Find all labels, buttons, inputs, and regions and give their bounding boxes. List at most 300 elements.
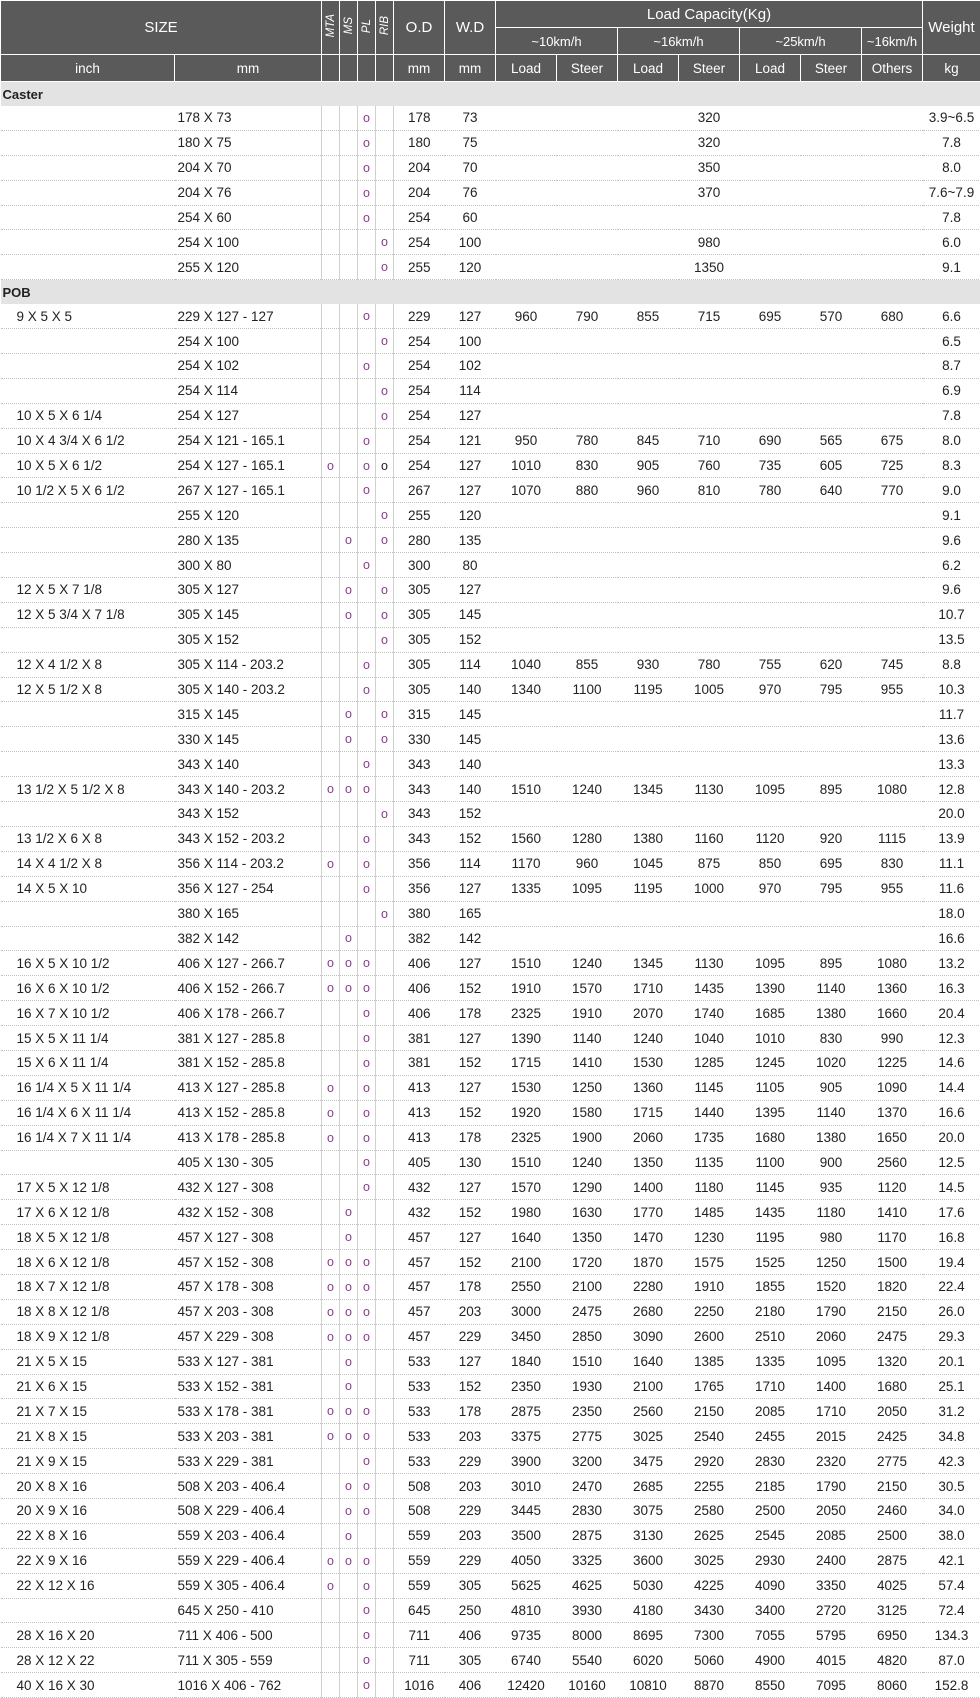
weight-cell: 10.7	[923, 602, 980, 627]
steer-16-cell	[679, 752, 740, 777]
load-16-cell: 2060	[618, 1125, 679, 1150]
ms-mark	[340, 652, 358, 677]
load-16-cell: 1195	[618, 677, 679, 702]
mta-mark	[322, 1673, 340, 1698]
ms-mark	[340, 378, 358, 403]
load-25-cell: 8550	[740, 1673, 801, 1698]
table-row	[1, 602, 980, 627]
load-10-cell	[496, 702, 557, 727]
table-row	[1, 1498, 980, 1523]
load-25-cell: 1525	[740, 1250, 801, 1275]
rib-mark	[376, 1050, 394, 1075]
inch-cell: 18 X 8 X 12 1/8	[1, 1299, 175, 1324]
rib-mark: o	[376, 255, 394, 280]
others-16-cell	[862, 180, 923, 205]
steer-10-cell: 1910	[557, 1001, 618, 1026]
rib-mark	[376, 553, 394, 578]
mm-cell: 508 X 229 - 406.4	[175, 1498, 322, 1523]
od-cell: 533	[394, 1374, 445, 1399]
mta-mark	[322, 1200, 340, 1225]
load-16-cell: 2680	[618, 1299, 679, 1324]
inch-cell: 21 X 7 X 15	[1, 1399, 175, 1424]
steer-25-cell: 4015	[801, 1648, 862, 1673]
load-25-cell: 1195	[740, 1225, 801, 1250]
ms-mark	[340, 1075, 358, 1100]
load-16-cell	[618, 205, 679, 230]
others-16-cell: 955	[862, 876, 923, 901]
steer-16-cell	[679, 602, 740, 627]
steer-10-cell: 1410	[557, 1050, 618, 1075]
od-cell: 343	[394, 777, 445, 802]
od-cell: 300	[394, 553, 445, 578]
od-cell: 254	[394, 378, 445, 403]
steer-25-cell: 695	[801, 851, 862, 876]
weight-cell: 9.1	[923, 503, 980, 528]
ms-mark: o	[340, 727, 358, 752]
rib-mark: o	[376, 727, 394, 752]
steer-10-cell: 1900	[557, 1125, 618, 1150]
steer-10-cell: 960	[557, 851, 618, 876]
mta-mark	[322, 1374, 340, 1399]
steer-header: Steer	[801, 55, 862, 82]
steer-16-cell: 350	[679, 155, 740, 180]
pl-mark: o	[358, 1623, 376, 1648]
weight-cell: 17.6	[923, 1200, 980, 1225]
steer-header: Steer	[679, 55, 740, 82]
mta-mark	[322, 1026, 340, 1051]
mm-cell: 406 X 152 - 266.7	[175, 976, 322, 1001]
load-10-cell: 1715	[496, 1050, 557, 1075]
rib-mark	[376, 205, 394, 230]
load-25-cell	[740, 255, 801, 280]
others-16-cell	[862, 329, 923, 354]
steer-10-cell	[557, 205, 618, 230]
load-16-cell	[618, 155, 679, 180]
ms-mark	[340, 826, 358, 851]
mta-mark: o	[322, 851, 340, 876]
table-row	[1, 777, 980, 802]
steer-10-cell: 830	[557, 453, 618, 478]
section-header	[1, 280, 980, 305]
inch-cell: 10 1/2 X 5 X 6 1/2	[1, 478, 175, 503]
others-16-cell: 2475	[862, 1324, 923, 1349]
table-row	[1, 578, 980, 603]
table-row	[1, 1100, 980, 1125]
load-10-cell	[496, 752, 557, 777]
wd-cell: 114	[445, 652, 496, 677]
pl-mark: o	[358, 677, 376, 702]
load-16-cell: 1240	[618, 1026, 679, 1051]
load-16-cell	[618, 354, 679, 379]
od-cell: 405	[394, 1150, 445, 1175]
pl-mark	[358, 1374, 376, 1399]
wd-cell: 178	[445, 1001, 496, 1026]
steer-16-cell: 2255	[679, 1474, 740, 1499]
weight-cell: 152.8	[923, 1673, 980, 1698]
steer-25-cell	[801, 106, 862, 130]
steer-16-cell: 2580	[679, 1498, 740, 1523]
load-16-cell: 1870	[618, 1250, 679, 1275]
others-16-cell	[862, 528, 923, 553]
load-25-cell: 1685	[740, 1001, 801, 1026]
steer-25-cell: 830	[801, 1026, 862, 1051]
weight-cell: 22.4	[923, 1274, 980, 1299]
load-10-cell: 1570	[496, 1175, 557, 1200]
wd-cell: 140	[445, 777, 496, 802]
ms-mark	[340, 1125, 358, 1150]
mm-cell: 382 X 142	[175, 926, 322, 951]
pl-mark: o	[358, 1075, 376, 1100]
load-10-cell: 2550	[496, 1274, 557, 1299]
rib-mark: o	[376, 230, 394, 255]
mm-cell: 254 X 127 - 165.1	[175, 453, 322, 478]
pl-mark: o	[358, 876, 376, 901]
load-25-cell: 1105	[740, 1075, 801, 1100]
steer-10-cell: 1140	[557, 1026, 618, 1051]
steer-16-cell: 8870	[679, 1673, 740, 1698]
od-cell: 413	[394, 1100, 445, 1125]
steer-16-cell: 4225	[679, 1573, 740, 1598]
others-16-cell	[862, 106, 923, 130]
ms-mark: o	[340, 528, 358, 553]
pl-header: PL	[358, 1, 376, 55]
od-cell: 457	[394, 1299, 445, 1324]
rib-mark	[376, 1001, 394, 1026]
od-cell: 178	[394, 106, 445, 130]
inch-cell	[1, 702, 175, 727]
steer-25-cell: 620	[801, 652, 862, 677]
inch-cell	[1, 329, 175, 354]
load-25-cell	[740, 378, 801, 403]
rib-mark	[376, 976, 394, 1001]
load-10-cell	[496, 354, 557, 379]
load-25-cell: 1390	[740, 976, 801, 1001]
pl-mark: o	[358, 1498, 376, 1523]
rib-mark	[376, 428, 394, 453]
mta-mark	[322, 1523, 340, 1548]
mta-mark: o	[322, 1250, 340, 1275]
load-16-cell: 1045	[618, 851, 679, 876]
steer-25-cell: 1710	[801, 1399, 862, 1424]
load-10-cell: 3010	[496, 1474, 557, 1499]
others-16-cell: 1225	[862, 1050, 923, 1075]
inch-cell: 16 1/4 X 7 X 11 1/4	[1, 1125, 175, 1150]
inch-cell: 21 X 9 X 15	[1, 1449, 175, 1474]
rib-mark	[376, 951, 394, 976]
load-10-cell: 5625	[496, 1573, 557, 1598]
mta-mark	[322, 1474, 340, 1499]
load-10-cell: 1910	[496, 976, 557, 1001]
inch-cell: 17 X 5 X 12 1/8	[1, 1175, 175, 1200]
load-16-cell	[618, 926, 679, 951]
load-25-cell	[740, 180, 801, 205]
weight-cell: 9.6	[923, 578, 980, 603]
wd-cell: 203	[445, 1523, 496, 1548]
ms-mark: o	[340, 951, 358, 976]
rib-mark	[376, 1598, 394, 1623]
weight-cell: 8.0	[923, 428, 980, 453]
mm-cell: 343 X 140 - 203.2	[175, 777, 322, 802]
pl-mark: o	[358, 1548, 376, 1573]
rib-mark	[376, 1100, 394, 1125]
weight-cell: 57.4	[923, 1573, 980, 1598]
rib-mark	[376, 1648, 394, 1673]
others-16-cell: 770	[862, 478, 923, 503]
rib-mark	[376, 1349, 394, 1374]
weight-cell: 12.5	[923, 1150, 980, 1175]
load-16-cell	[618, 553, 679, 578]
weight-cell: 6.9	[923, 378, 980, 403]
pl-mark: o	[358, 1673, 376, 1698]
load-16-cell: 3090	[618, 1324, 679, 1349]
table-row	[1, 1250, 980, 1275]
table-row	[1, 901, 980, 926]
mm-cell: 356 X 114 - 203.2	[175, 851, 322, 876]
load-25-cell	[740, 578, 801, 603]
od-cell: 254	[394, 205, 445, 230]
table-row	[1, 1125, 980, 1150]
od-cell: 406	[394, 951, 445, 976]
steer-16-cell: 980	[679, 230, 740, 255]
load-10-cell: 3500	[496, 1523, 557, 1548]
table-row	[1, 1548, 980, 1573]
ms-mark	[340, 876, 358, 901]
steer-16-cell	[679, 354, 740, 379]
wd-cell: 152	[445, 1050, 496, 1075]
table-row	[1, 1001, 980, 1026]
mm-cell: 204 X 70	[175, 155, 322, 180]
others-16-cell: 3125	[862, 1598, 923, 1623]
steer-16-cell: 320	[679, 130, 740, 155]
mta-mark	[322, 901, 340, 926]
table-row	[1, 155, 980, 180]
inch-cell: 17 X 6 X 12 1/8	[1, 1200, 175, 1225]
table-row	[1, 926, 980, 951]
load-10-cell	[496, 130, 557, 155]
load-10-cell: 3900	[496, 1449, 557, 1474]
mta-mark	[322, 553, 340, 578]
others-16-cell: 2775	[862, 1449, 923, 1474]
mta-mark	[322, 378, 340, 403]
inch-cell: 20 X 8 X 16	[1, 1474, 175, 1499]
others-16-cell: 4820	[862, 1648, 923, 1673]
steer-25-cell	[801, 702, 862, 727]
load-10-cell: 1980	[496, 1200, 557, 1225]
weight-cell: 12.3	[923, 1026, 980, 1051]
mm-cell: 533 X 229 - 381	[175, 1449, 322, 1474]
ms-mark	[340, 130, 358, 155]
table-row	[1, 354, 980, 379]
inch-cell: 16 X 6 X 10 1/2	[1, 976, 175, 1001]
load-10-cell: 3375	[496, 1424, 557, 1449]
weight-cell: 14.5	[923, 1175, 980, 1200]
pl-mark: o	[358, 1573, 376, 1598]
wd-cell: 229	[445, 1498, 496, 1523]
mm-cell: 380 X 165	[175, 901, 322, 926]
rib-mark: o	[376, 901, 394, 926]
steer-10-cell: 2775	[557, 1424, 618, 1449]
wd-cell: 203	[445, 1474, 496, 1499]
inch-cell	[1, 255, 175, 280]
load-16-cell: 1345	[618, 951, 679, 976]
rib-mark	[376, 1523, 394, 1548]
steer-25-cell: 935	[801, 1175, 862, 1200]
wd-cell: 145	[445, 727, 496, 752]
mm-cell: 356 X 127 - 254	[175, 876, 322, 901]
wd-cell: 165	[445, 901, 496, 926]
load-16-cell: 1360	[618, 1075, 679, 1100]
steer-25-cell: 2060	[801, 1324, 862, 1349]
weight-cell: 13.9	[923, 826, 980, 851]
ms-mark	[340, 503, 358, 528]
others-16-cell	[862, 230, 923, 255]
table-row	[1, 1349, 980, 1374]
table-row	[1, 1474, 980, 1499]
steer-16-cell: 760	[679, 453, 740, 478]
rib-mark	[376, 876, 394, 901]
mm-cell: 533 X 152 - 381	[175, 1374, 322, 1399]
wd-cell: 114	[445, 851, 496, 876]
ms-mark	[340, 553, 358, 578]
table-row	[1, 553, 980, 578]
ms-mark	[340, 1573, 358, 1598]
steer-10-cell	[557, 106, 618, 130]
steer-25-cell: 1380	[801, 1125, 862, 1150]
mm-cell: 457 X 152 - 308	[175, 1250, 322, 1275]
rib-mark	[376, 478, 394, 503]
load-16-cell: 6020	[618, 1648, 679, 1673]
pl-mark	[358, 1225, 376, 1250]
steer-10-cell: 790	[557, 304, 618, 328]
others-16-cell: 745	[862, 652, 923, 677]
rib-mark: o	[376, 453, 394, 478]
inch-cell	[1, 1598, 175, 1623]
rib-mark	[376, 1498, 394, 1523]
wd-cell: 127	[445, 1075, 496, 1100]
steer-16-cell: 1575	[679, 1250, 740, 1275]
mta-mark	[322, 1175, 340, 1200]
inch-cell	[1, 130, 175, 155]
ms-mark: o	[340, 1299, 358, 1324]
rib-mark	[376, 1125, 394, 1150]
inch-cell	[1, 727, 175, 752]
steer-25-cell: 2015	[801, 1424, 862, 1449]
table-row	[1, 1274, 980, 1299]
ms-mark: o	[340, 1374, 358, 1399]
weight-cell: 8.8	[923, 652, 980, 677]
mta-mark	[322, 428, 340, 453]
mm-cell: 180 X 75	[175, 130, 322, 155]
steer-16-cell	[679, 578, 740, 603]
inch-cell: 15 X 6 X 11 1/4	[1, 1050, 175, 1075]
others-16-cell	[862, 702, 923, 727]
load-10-cell: 960	[496, 304, 557, 328]
table-row	[1, 255, 980, 280]
mta-mark	[322, 1648, 340, 1673]
steer-16-cell	[679, 403, 740, 428]
table-row	[1, 378, 980, 403]
pl-mark: o	[358, 976, 376, 1001]
steer-25-cell: 1520	[801, 1274, 862, 1299]
table-row	[1, 230, 980, 255]
wd-cell: 120	[445, 255, 496, 280]
mta-mark	[322, 578, 340, 603]
rib-mark	[376, 304, 394, 328]
inch-cell: 22 X 12 X 16	[1, 1573, 175, 1598]
weight-cell: 30.5	[923, 1474, 980, 1499]
steer-16-cell	[679, 802, 740, 827]
load-25-cell: 735	[740, 453, 801, 478]
mta-mark: o	[322, 1424, 340, 1449]
ms-mark: o	[340, 1349, 358, 1374]
mm-cell: 559 X 229 - 406.4	[175, 1548, 322, 1573]
inch-cell	[1, 378, 175, 403]
rib-mark	[376, 155, 394, 180]
steer-10-cell: 5540	[557, 1648, 618, 1673]
ms-mark	[340, 478, 358, 503]
od-cell: 255	[394, 255, 445, 280]
others-16-cell: 1820	[862, 1274, 923, 1299]
mm-cell: 255 X 120	[175, 255, 322, 280]
wd-cell: 127	[445, 478, 496, 503]
inch-cell	[1, 901, 175, 926]
steer-25-cell: 565	[801, 428, 862, 453]
mta-mark	[322, 503, 340, 528]
steer-16-cell	[679, 553, 740, 578]
pl-mark: o	[358, 1424, 376, 1449]
inch-cell: 16 1/4 X 6 X 11 1/4	[1, 1100, 175, 1125]
mta-mark	[322, 155, 340, 180]
inch-cell	[1, 528, 175, 553]
ms-mark	[340, 180, 358, 205]
steer-16-cell	[679, 329, 740, 354]
others-16-cell: 1360	[862, 976, 923, 1001]
steer-16-cell: 1000	[679, 876, 740, 901]
wd-header: W.D	[445, 1, 496, 55]
weight-cell: 7.8	[923, 403, 980, 428]
steer-10-cell: 1350	[557, 1225, 618, 1250]
weight-cell: 3.9~6.5	[923, 106, 980, 130]
steer-10-cell: 2475	[557, 1299, 618, 1324]
steer-25-cell	[801, 901, 862, 926]
load-16-cell: 3600	[618, 1548, 679, 1573]
pl-mark: o	[358, 1598, 376, 1623]
steer-10-cell: 1510	[557, 1349, 618, 1374]
rib-mark	[376, 1225, 394, 1250]
od-cell: 645	[394, 1598, 445, 1623]
od-cell: 254	[394, 329, 445, 354]
steer-25-cell: 2050	[801, 1498, 862, 1523]
steer-16-cell	[679, 528, 740, 553]
load-10-cell	[496, 503, 557, 528]
steer-25-cell: 570	[801, 304, 862, 328]
load-25-cell	[740, 802, 801, 827]
weight-cell: 6.5	[923, 329, 980, 354]
steer-16-cell: 1350	[679, 255, 740, 280]
load-25-cell: 4090	[740, 1573, 801, 1598]
rib-mark	[376, 180, 394, 205]
steer-10-cell	[557, 578, 618, 603]
mta-mark	[322, 106, 340, 130]
table-row	[1, 503, 980, 528]
rib-mark: o	[376, 602, 394, 627]
steer-25-cell: 2320	[801, 1449, 862, 1474]
wd-cell: 229	[445, 1449, 496, 1474]
load-10-cell	[496, 926, 557, 951]
table-row	[1, 1200, 980, 1225]
table-row	[1, 329, 980, 354]
inch-cell: 18 X 9 X 12 1/8	[1, 1324, 175, 1349]
